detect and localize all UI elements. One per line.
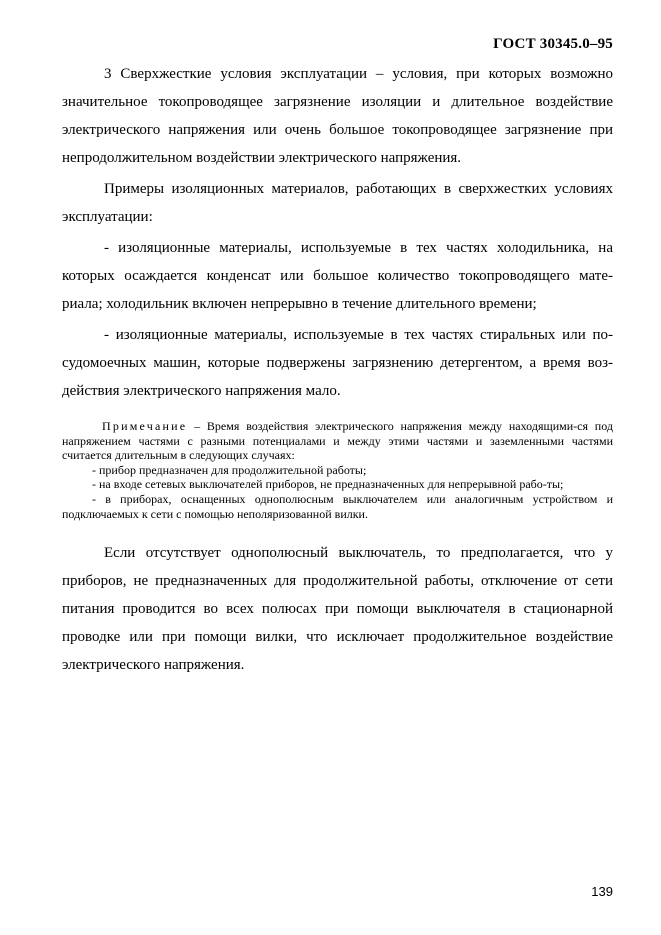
paragraph-examples-intro: Примеры изоляционных материалов, работающих в сверхжестких условиях эксплуатации: xyxy=(62,181,613,225)
paragraph-refrigerator-example: - изоляционные материалы, используемые в тех частях холодильника, на которых осаждается конденсат или большое количество токопроводящего мате-риала; холодильник включен непрерывно в течение длительного времени; xyxy=(62,240,613,312)
note-label: Примечание xyxy=(102,419,188,433)
note-intro xyxy=(62,419,613,463)
document-header: ГОСТ 30345.0–95 xyxy=(493,36,613,52)
paragraph-washing-machine-example: - изоляционные материалы, используемые в тех частях стиральных или по-судомоечных машин, которые подвержены загрязнению детергентом, а время воз-действия электрического напряжения мало. xyxy=(62,327,613,399)
document-body xyxy=(62,60,613,679)
note-item: - в приборах, оснащенных однополюсным выключателем или аналогичным устройством и подключаемых к сети с помощью неполяризованной вилки. xyxy=(62,491,613,521)
paragraph-single-pole-switch: Если отсутствует однополюсный выключатель, то предполагается, что у приборов, не предназначенных для продолжительной работы, отключение от сети питания проводится во всех полюсах при помощи выключателя в стационарной проводке или при помощи вилки, что исключает продолжительное воздействие электрического напряжения. xyxy=(62,545,613,674)
note-block xyxy=(62,419,613,521)
note-text: – Время воздействия электрического напряжения между находящими-ся под напряжением частями с разными потенциалами и между этими частями и заземленными частями считается длительным в следующих случаях: xyxy=(62,419,613,463)
note-item: - прибор предназначен для продолжительной работы; xyxy=(92,462,367,477)
note-item: - на входе сетевых выключателей приборов, не предназначенных для непрерывной рабо-ты; xyxy=(92,477,564,492)
paragraph-severe-conditions: 3 Сверхжесткие условия эксплуатации – условия, при которых возможно значительное токопроводящее загрязнение изоляции и длительное воздействие электрического напряжения или очень большое токопроводящее загрязнение при непродолжительном воздействии электрического напряжения. xyxy=(62,66,613,166)
page-number: 139 xyxy=(591,884,613,899)
